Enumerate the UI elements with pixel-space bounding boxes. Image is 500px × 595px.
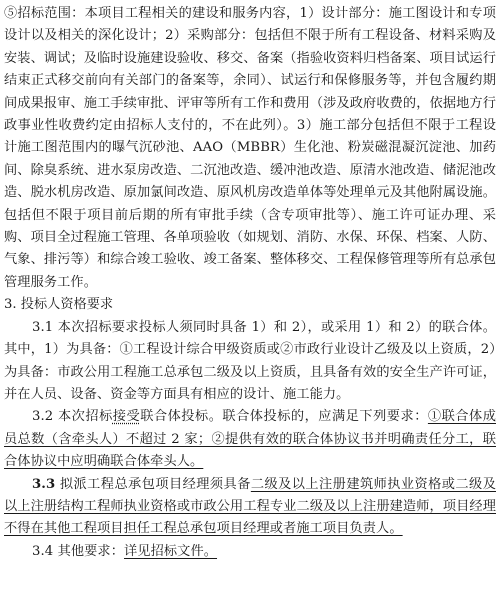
clause-3-4-detail: 详见招标文件。 bbox=[124, 543, 218, 559]
clause-3-2-accept: 接受 bbox=[112, 409, 141, 425]
clause-3-1: 3.1 本次招标要求投标人须同时具备 1）和 2），或采用 1）和 2）的联合体。其中，1）为具备：①工程设计综合甲级资质或②市政行业设计乙级及以上资质，2）为具备：市政公用工程施工总承包二级及以上资质，且具备有效的安全生产许可证，并在人员、设备、资金等方面具有相应的设计、施工能力。 bbox=[4, 319, 496, 402]
clause-3-2-prefix: 3.2 本次招标 bbox=[32, 409, 113, 425]
section-3-heading: 3. 投标人资格要求 bbox=[4, 297, 114, 313]
clause-3-3-prefix: 拟派工程总承包项目经理须具备 bbox=[55, 476, 251, 492]
clause-3-4 bbox=[4, 541, 496, 563]
clause-3-2-mid: 联合体投标。联合体投标的，应满足下列要求： bbox=[140, 409, 428, 425]
bid-scope-paragraph: ⑤招标范围：本项目工程相关的建设和服务内容，1）设计部分：施工图设计和专项设计以及相关的深化设计；2）采购部分：包括但不限于所有工程设备、材料采购及安装、调试；及临时设施建设验收、移交、备案（指验收资料归档备案、项目试运行结束正式移交前向有关部门的备案等，余同）、试运行和保修服务等，并包含履约期间成果报审、施工手续审批、评审等所有工作和费用（涉及政府收费的，依据地方行政事业性收费约定由招标人支付的，不在此列）。3）施工部分包括但不限于工程设计施工图范围内的曝气沉砂池、AAO（MBBR）生化池、粉炭磁混凝沉淀池、加药间、除臭系统、进水泵房改造、二沉池改造、缓冲池改造、原清水池改造、储泥池改造、脱水机房改造、原加氯间改造、原风机房改造单体等处理单元及其他附属设施。包括但不限于项目前后期的所有审批手续（含专项审批等）、施工许可证办理、采购、项目全过程施工管理、各单项验收（如规划、消防、水保、环保、档案、人防、气象、排污等）和综合竣工验收、竣工备案、整体移交、工程保修管理等所有总承包管理服务工作。 bbox=[4, 6, 496, 290]
clause-3-2-requirements: ①联合体成员总数（含牵头人）不超过 2 家；②提供有效的联合体协议书并明确责任分工，联合体协议中应明确联合体牵头人。 bbox=[4, 409, 496, 470]
clause-3-3-number: 3.3 bbox=[32, 476, 56, 492]
clause-3-4-prefix: 3.4 其他要求： bbox=[32, 543, 125, 559]
clause-3-3 bbox=[4, 474, 496, 541]
clause-3-2 bbox=[4, 406, 496, 473]
clause-3-3-requirements: 二级及以上注册建筑师执业资格或二级及以上注册结构工程师执业资格或市政公用工程专业二级及以上注册建造师，项目经理不得在其他工程项目担任工程总承包项目经理或者施工项目负责人。 bbox=[4, 476, 496, 537]
